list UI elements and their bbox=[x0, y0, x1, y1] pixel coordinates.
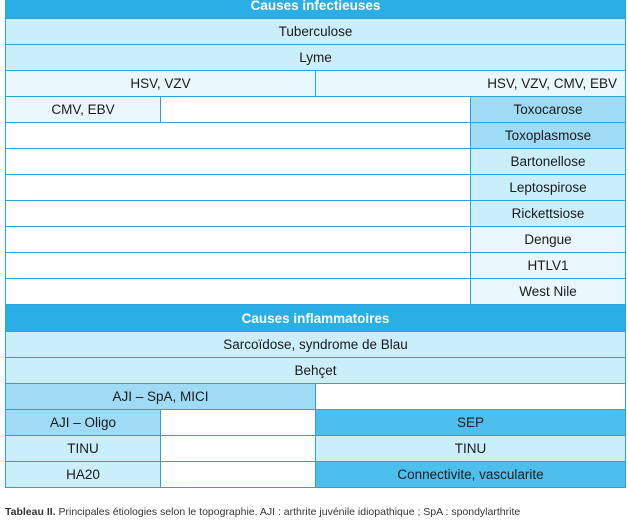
table-row bbox=[6, 410, 626, 436]
table-row bbox=[6, 332, 626, 358]
empty-cell bbox=[6, 201, 471, 227]
cell-west-nile: West Nile bbox=[471, 279, 626, 305]
table-caption bbox=[5, 506, 628, 520]
cell-aji-oligo: AJI – Oligo bbox=[6, 410, 161, 436]
table-row bbox=[6, 123, 626, 149]
cell-hsv-vzv-cmv-ebv-text: HSV, VZV, CMV, EBV bbox=[487, 76, 617, 91]
table-row bbox=[6, 45, 626, 71]
table-row bbox=[6, 279, 626, 305]
table-row bbox=[6, 436, 626, 462]
cell-cmv-ebv: CMV, EBV bbox=[6, 97, 161, 123]
caption-text: Principales étiologies selon le topographie. AJI : arthrite juvénile idiopathique ; SpA : spondylarthrite bbox=[58, 506, 521, 518]
cell-dengue: Dengue bbox=[471, 227, 626, 253]
cell-toxocarose: Toxocarose bbox=[471, 97, 626, 123]
cell-sep: SEP bbox=[316, 410, 626, 436]
cell-hsv-vzv-cmv-ebv bbox=[316, 71, 626, 97]
empty-cell bbox=[316, 384, 626, 410]
empty-cell bbox=[161, 97, 471, 123]
empty-cell bbox=[6, 149, 471, 175]
empty-cell bbox=[161, 436, 316, 462]
cell-bartonellose: Bartonellose bbox=[471, 149, 626, 175]
empty-cell bbox=[6, 123, 471, 149]
cell-toxoplasmose: Toxoplasmose bbox=[471, 123, 626, 149]
cell-tinu-right: TINU bbox=[316, 436, 626, 462]
table-row bbox=[6, 462, 626, 488]
cell-rickettsiose: Rickettsiose bbox=[471, 201, 626, 227]
empty-cell bbox=[6, 227, 471, 253]
section-header-inflammatory: Causes inflammatoires bbox=[6, 305, 626, 332]
table-row bbox=[6, 175, 626, 201]
cell-htlv1: HTLV1 bbox=[471, 253, 626, 279]
empty-cell bbox=[161, 462, 316, 488]
section-header-infectious: Causes infectieuses bbox=[6, 0, 626, 19]
empty-cell bbox=[161, 410, 316, 436]
caption-label: Tableau II. bbox=[5, 506, 56, 518]
cell-hsv-vzv: HSV, VZV bbox=[6, 71, 316, 97]
cell-connectivite: Connectivite, vascularite bbox=[316, 462, 626, 488]
table-row bbox=[6, 384, 626, 410]
table-row bbox=[6, 19, 626, 45]
empty-cell bbox=[6, 175, 471, 201]
etiology-table bbox=[5, 0, 626, 488]
cell-behcet: Behçet bbox=[6, 358, 626, 384]
table-row bbox=[6, 0, 626, 19]
table-row bbox=[6, 305, 626, 332]
empty-cell bbox=[6, 253, 471, 279]
cell-leptospirose: Leptospirose bbox=[471, 175, 626, 201]
cell-sarcoidose: Sarcoïdose, syndrome de Blau bbox=[6, 332, 626, 358]
table-row bbox=[6, 97, 626, 123]
table-row bbox=[6, 358, 626, 384]
table-row bbox=[6, 201, 626, 227]
table-row bbox=[6, 253, 626, 279]
cell-ha20: HA20 bbox=[6, 462, 161, 488]
table-row bbox=[6, 227, 626, 253]
cell-aji-spa: AJI – SpA, MICI bbox=[6, 384, 316, 410]
table-row bbox=[6, 149, 626, 175]
empty-cell bbox=[6, 279, 471, 305]
table-row bbox=[6, 71, 626, 97]
cell-lyme: Lyme bbox=[6, 45, 626, 71]
cell-tinu-left: TINU bbox=[6, 436, 161, 462]
cell-tuberculose: Tuberculose bbox=[6, 19, 626, 45]
